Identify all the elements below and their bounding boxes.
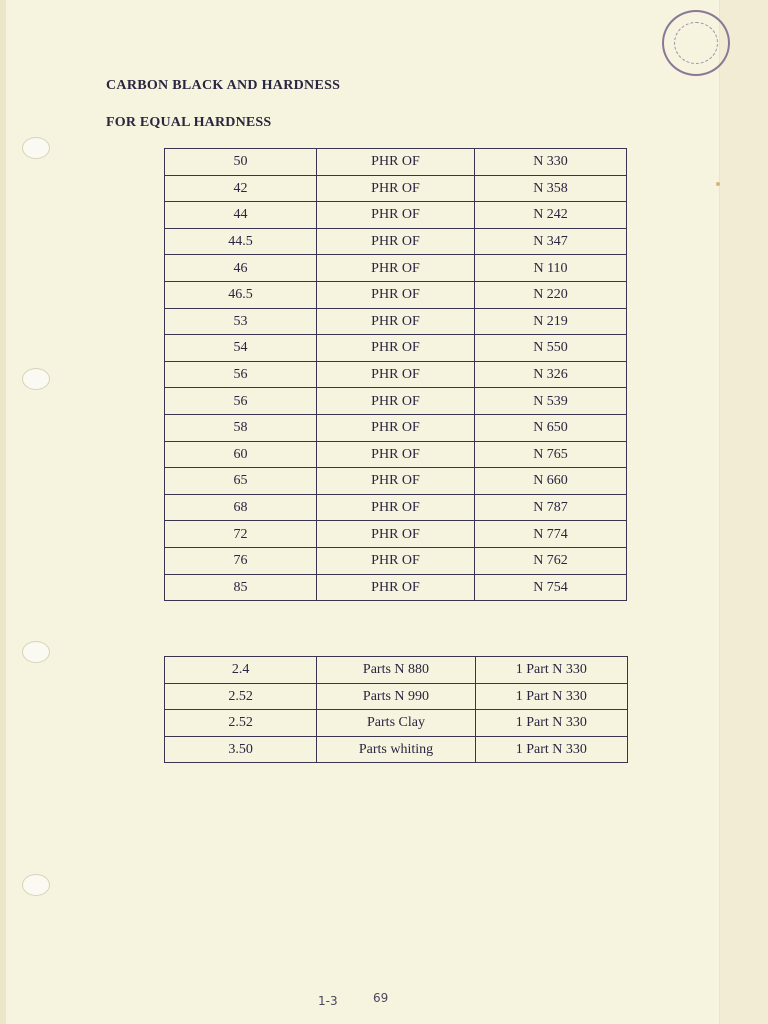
cell-grade: 1 Part N 330	[475, 683, 627, 710]
cell-amount: 44	[165, 202, 317, 229]
page-subtitle: FOR EQUAL HARDNESS	[106, 115, 272, 130]
cell-grade: N 650	[475, 414, 627, 441]
punch-hole-icon	[22, 641, 50, 663]
cell-amount: 56	[165, 388, 317, 415]
cell-amount: 72	[165, 521, 317, 548]
cell-unit: PHR OF	[317, 255, 475, 282]
cell-unit: PHR OF	[317, 574, 475, 601]
table-row	[165, 494, 627, 521]
cell-unit: PHR OF	[317, 335, 475, 362]
cell-unit: Parts whiting	[317, 736, 475, 763]
cell-grade: N 774	[475, 521, 627, 548]
cell-amount: 2.52	[165, 710, 317, 737]
cell-grade: N 326	[475, 361, 627, 388]
cell-unit: PHR OF	[317, 175, 475, 202]
cell-unit: PHR OF	[317, 468, 475, 495]
handwritten-mark: 1-3	[318, 994, 338, 1008]
table-row	[165, 574, 627, 601]
cell-unit: PHR OF	[317, 149, 475, 176]
cell-unit: Parts Clay	[317, 710, 475, 737]
table-row	[165, 736, 628, 763]
cell-unit: Parts N 990	[317, 683, 475, 710]
cell-grade: N 219	[475, 308, 627, 335]
cell-amount: 46	[165, 255, 317, 282]
table-row	[165, 388, 627, 415]
cell-unit: PHR OF	[317, 494, 475, 521]
cell-amount: 65	[165, 468, 317, 495]
cell-grade: N 358	[475, 175, 627, 202]
cell-unit: PHR OF	[317, 441, 475, 468]
cell-amount: 85	[165, 574, 317, 601]
table-row	[165, 441, 627, 468]
cell-grade: N 754	[475, 574, 627, 601]
cell-unit: PHR OF	[317, 388, 475, 415]
cell-amount: 3.50	[165, 736, 317, 763]
cell-unit: PHR OF	[317, 228, 475, 255]
cell-grade: N 220	[475, 281, 627, 308]
table-row	[165, 683, 628, 710]
cell-grade: N 539	[475, 388, 627, 415]
hardness-equivalence-table	[164, 148, 627, 601]
cell-amount: 2.52	[165, 683, 317, 710]
cell-grade: 1 Part N 330	[475, 736, 627, 763]
page-right-edge	[719, 0, 768, 1024]
cell-grade: N 550	[475, 335, 627, 362]
table-row	[165, 710, 628, 737]
cell-grade: N 242	[475, 202, 627, 229]
paper-stain	[716, 182, 720, 186]
table-row	[165, 547, 627, 574]
page-number: 69	[373, 991, 389, 1005]
punch-hole-icon	[22, 874, 50, 896]
punch-hole-icon	[22, 137, 50, 159]
punch-hole-icon	[22, 368, 50, 390]
cell-unit: Parts N 880	[317, 657, 475, 684]
page-left-edge	[0, 0, 6, 1024]
cell-amount: 76	[165, 547, 317, 574]
table-row	[165, 255, 627, 282]
table-row	[165, 228, 627, 255]
cell-amount: 54	[165, 335, 317, 362]
cell-grade: N 660	[475, 468, 627, 495]
cell-amount: 58	[165, 414, 317, 441]
table-row	[165, 281, 627, 308]
cell-grade: N 330	[475, 149, 627, 176]
cell-grade: 1 Part N 330	[475, 710, 627, 737]
cell-unit: PHR OF	[317, 414, 475, 441]
table-row	[165, 202, 627, 229]
cell-unit: PHR OF	[317, 308, 475, 335]
filler-equivalence-table	[164, 656, 628, 763]
cell-amount: 2.4	[165, 657, 317, 684]
table-row	[165, 657, 628, 684]
cell-unit: PHR OF	[317, 202, 475, 229]
table-row	[165, 308, 627, 335]
cell-amount: 68	[165, 494, 317, 521]
cell-amount: 53	[165, 308, 317, 335]
table-row	[165, 175, 627, 202]
cell-grade: 1 Part N 330	[475, 657, 627, 684]
cell-amount: 50	[165, 149, 317, 176]
cell-grade: N 762	[475, 547, 627, 574]
cell-grade: N 110	[475, 255, 627, 282]
cell-amount: 42	[165, 175, 317, 202]
table-row	[165, 361, 627, 388]
table-row	[165, 149, 627, 176]
cell-amount: 60	[165, 441, 317, 468]
table-row	[165, 414, 627, 441]
page-title: CARBON BLACK AND HARDNESS	[106, 78, 341, 93]
table-row	[165, 335, 627, 362]
cell-grade: N 765	[475, 441, 627, 468]
table-row	[165, 521, 627, 548]
cell-amount: 56	[165, 361, 317, 388]
cell-amount: 46.5	[165, 281, 317, 308]
table-row	[165, 468, 627, 495]
cell-grade: N 787	[475, 494, 627, 521]
cell-unit: PHR OF	[317, 281, 475, 308]
circular-stamp	[662, 10, 730, 76]
cell-amount: 44.5	[165, 228, 317, 255]
cell-grade: N 347	[475, 228, 627, 255]
cell-unit: PHR OF	[317, 521, 475, 548]
cell-unit: PHR OF	[317, 547, 475, 574]
cell-unit: PHR OF	[317, 361, 475, 388]
